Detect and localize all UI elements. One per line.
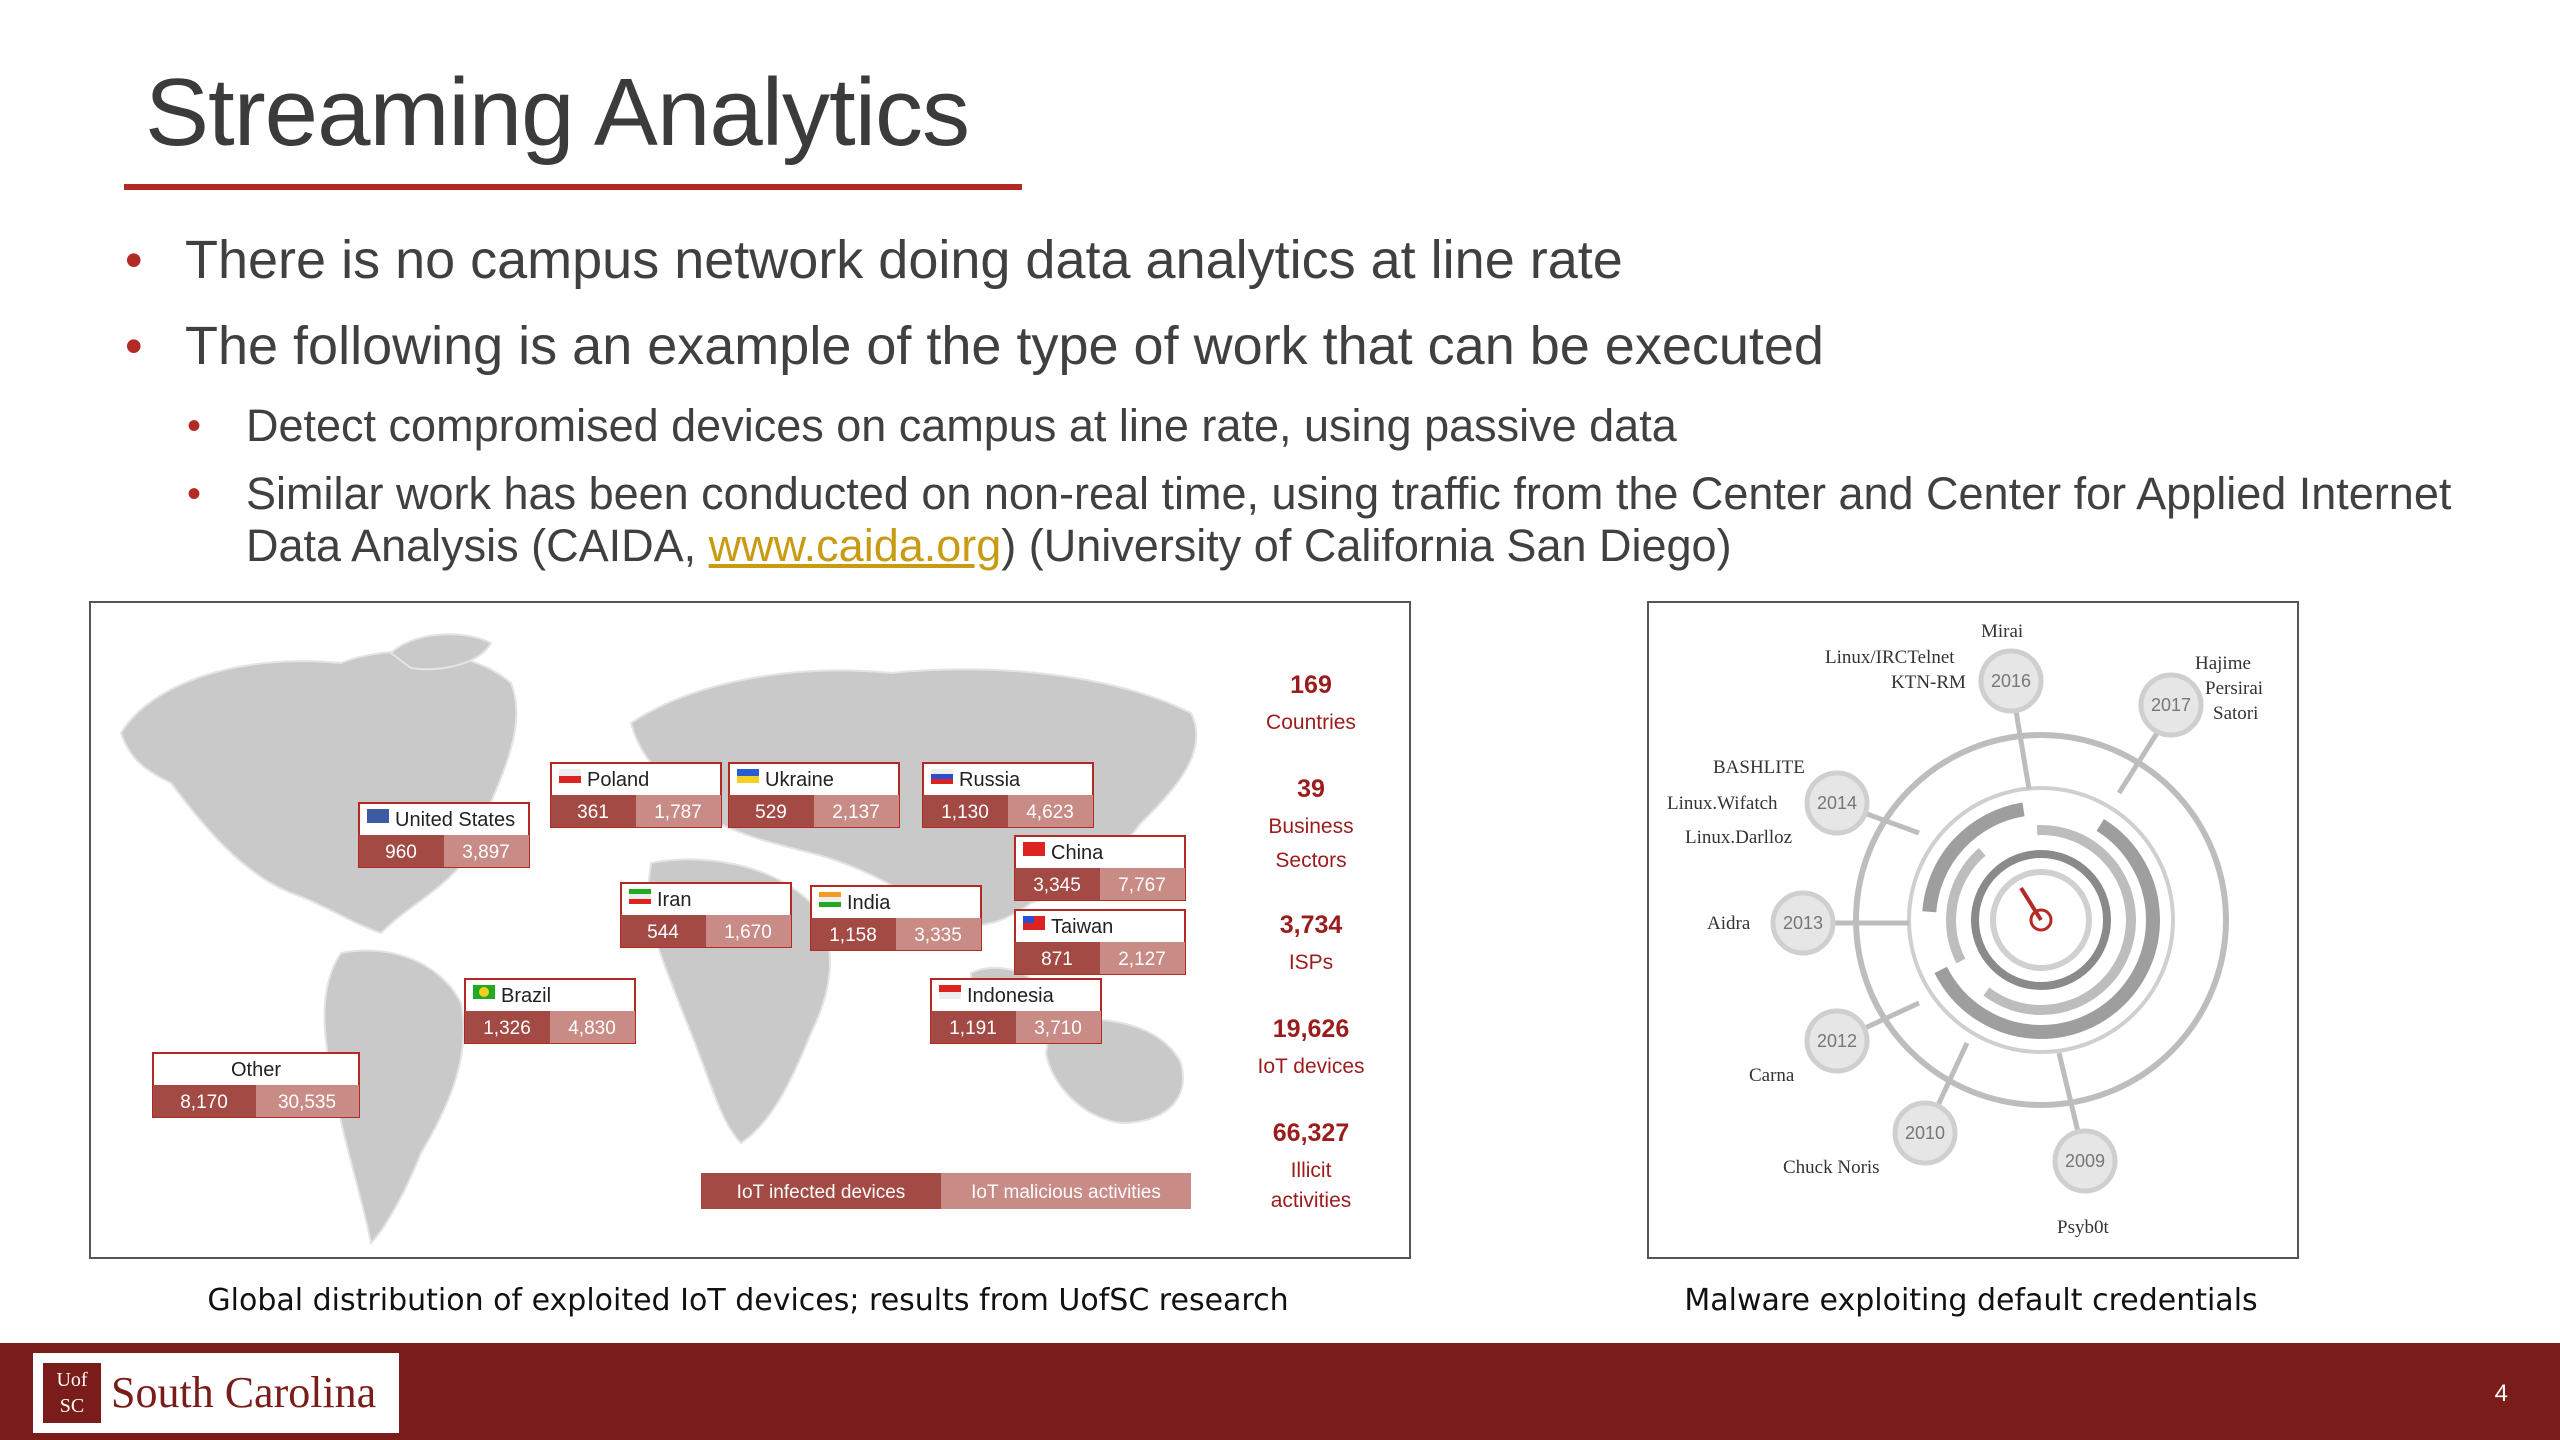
bullet-list <box>125 228 2525 588</box>
bullet-icon: • <box>125 318 143 374</box>
infected-count: 361 <box>577 802 609 823</box>
sub-bullet-text: Similar work has been conducted on non-real time, using traffic from the Center and Center for Applied Internet Data Analysis (CAIDA, <box>246 468 2452 571</box>
country-card-united-states <box>359 803 529 867</box>
malware-caption: Malware exploiting default credentials <box>1684 1283 2258 1318</box>
year-node-2014 <box>1807 773 1867 833</box>
stat-iot-devices <box>1258 1015 1365 1078</box>
malware-label: Aidra <box>1707 913 1751 934</box>
stat-label: activities <box>1270 1189 1352 1212</box>
malware-label: KTN-RM <box>1891 672 1966 693</box>
logo-text: South Carolina <box>111 1368 377 1417</box>
country-name: Iran <box>657 889 692 911</box>
stat-label: Illicit <box>1290 1159 1332 1182</box>
malicious-count: 30,535 <box>277 1092 337 1113</box>
page-number: 4 <box>2494 1380 2508 1407</box>
year-node-2016 <box>1981 651 2041 711</box>
stat-label: ISPs <box>1288 951 1334 974</box>
malware-label: BASHLITE <box>1713 757 1805 778</box>
year-node-2010 <box>1895 1103 1955 1163</box>
year-label: 2016 <box>1990 671 2032 691</box>
infected-count: 960 <box>385 842 417 863</box>
stat-business-sectors <box>1268 775 1353 872</box>
stat-value: 66,327 <box>1272 1119 1350 1147</box>
malicious-count: 1,670 <box>724 922 772 943</box>
infected-count: 3,345 <box>1033 875 1081 896</box>
stat-label: Business <box>1268 815 1354 838</box>
country-card-ukraine <box>729 763 899 827</box>
sub-bullet-item <box>125 400 2525 452</box>
bullet-item <box>125 228 2525 292</box>
year-node-2009 <box>2055 1131 2115 1191</box>
country-card-china <box>1015 836 1185 900</box>
malware-label: Linux.Wifatch <box>1667 793 1778 814</box>
legend-malicious: IoT malicious activities <box>971 1182 1161 1203</box>
country-name: Brazil <box>501 985 552 1007</box>
map-legend <box>701 1173 1191 1209</box>
malicious-count: 3,710 <box>1034 1018 1082 1039</box>
bullet-text: There is no campus network doing data analytics at line rate <box>185 230 1623 290</box>
malicious-count: 2,137 <box>832 802 880 823</box>
malware-label: Mirai <box>1981 621 2024 642</box>
country-card-poland <box>551 763 721 827</box>
country-name: Taiwan <box>1051 916 1114 938</box>
infected-count: 1,191 <box>949 1018 997 1039</box>
infected-count: 1,326 <box>483 1018 531 1039</box>
legend-infected: IoT infected devices <box>736 1182 906 1203</box>
stat-illicit-activities <box>1271 1119 1352 1212</box>
bullet-icon: • <box>187 472 202 516</box>
stat-isps <box>1280 911 1343 974</box>
stat-countries <box>1266 671 1356 734</box>
logo-mark: Uof SC <box>43 1363 101 1423</box>
country-name: China <box>1051 842 1104 864</box>
country-card-iran <box>621 883 791 947</box>
malicious-count: 1,787 <box>654 802 702 823</box>
country-name: India <box>847 892 891 914</box>
malware-label: Linux/IRCTelnet <box>1825 647 1955 668</box>
malicious-count: 4,830 <box>568 1018 616 1039</box>
infected-count: 871 <box>1041 949 1073 970</box>
malicious-count: 7,767 <box>1118 875 1166 896</box>
infected-count: 529 <box>755 802 787 823</box>
malware-label: Hajime <box>2195 653 2251 674</box>
bullet-text: The following is an example of the type of work that can be executed <box>185 316 1824 376</box>
bullet-icon: • <box>125 232 143 288</box>
stat-value: 19,626 <box>1272 1015 1350 1043</box>
year-label: 2017 <box>2150 695 2192 715</box>
malware-label: Carna <box>1749 1065 1795 1086</box>
country-name: Other <box>230 1059 282 1081</box>
country-card-other <box>153 1053 359 1117</box>
malicious-count: 4,623 <box>1026 802 1074 823</box>
title-underline <box>124 184 1022 190</box>
year-node-2013 <box>1773 893 1833 953</box>
malware-timeline-figure <box>1647 601 2299 1259</box>
country-name: Russia <box>959 769 1021 791</box>
malware-label: Psyb0t <box>2057 1217 2109 1238</box>
stat-value: 169 <box>1290 671 1332 699</box>
malware-label: Chuck Noris <box>1783 1157 1880 1178</box>
stat-value: 3,734 <box>1279 911 1343 939</box>
stat-label: Sectors <box>1275 849 1347 872</box>
stats-column <box>1258 671 1365 1212</box>
country-card-russia <box>923 763 1093 827</box>
year-label: 2014 <box>1816 793 1858 813</box>
malware-timeline-svg <box>1649 603 2297 1257</box>
malware-label: Satori <box>2213 703 2259 724</box>
infected-count: 544 <box>647 922 679 943</box>
malicious-count: 3,897 <box>462 842 510 863</box>
country-card-taiwan <box>1015 910 1185 974</box>
malicious-count: 2,127 <box>1118 949 1166 970</box>
caida-link[interactable]: www.caida.org <box>708 520 1002 571</box>
country-card-brazil <box>465 979 635 1043</box>
country-name: Ukraine <box>765 769 834 791</box>
year-node-2012 <box>1807 1011 1867 1071</box>
center-gauge-icon <box>2021 888 2051 930</box>
malicious-count: 3,335 <box>914 925 962 946</box>
country-name: Poland <box>587 769 650 791</box>
sub-bullet-text: Detect compromised devices on campus at line rate, using passive data <box>246 400 1677 451</box>
world-map-svg <box>91 603 1409 1257</box>
country-card-india <box>811 886 981 950</box>
country-name: Indonesia <box>967 985 1054 1007</box>
malware-label: Persirai <box>2205 678 2264 699</box>
year-label: 2009 <box>2064 1151 2106 1171</box>
country-card-indonesia <box>931 979 1101 1043</box>
slide-title: Streaming Analytics <box>145 59 970 166</box>
malware-label: Linux.Darlloz <box>1685 827 1793 848</box>
year-label: 2013 <box>1782 913 1824 933</box>
year-label: 2012 <box>1816 1031 1858 1051</box>
map-caption: Global distribution of exploited IoT devices; results from UofSC research <box>207 1283 1289 1318</box>
bullet-item <box>125 314 2525 378</box>
year-node-2017 <box>2141 675 2201 735</box>
sub-bullet-text-end: ) (University of California San Diego) <box>1001 520 1732 571</box>
infected-count: 1,158 <box>829 925 877 946</box>
year-label: 2010 <box>1904 1123 1946 1143</box>
country-name: United States <box>395 809 516 831</box>
university-logo <box>33 1353 399 1433</box>
bullet-icon: • <box>187 404 202 448</box>
infected-count: 1,130 <box>941 802 989 823</box>
stat-value: 39 <box>1297 775 1325 803</box>
stat-label: IoT devices <box>1257 1055 1365 1078</box>
sub-bullet-item <box>125 468 2525 572</box>
infected-count: 8,170 <box>180 1092 228 1113</box>
stat-label: Countries <box>1266 711 1356 734</box>
iot-map-figure <box>89 601 1411 1259</box>
